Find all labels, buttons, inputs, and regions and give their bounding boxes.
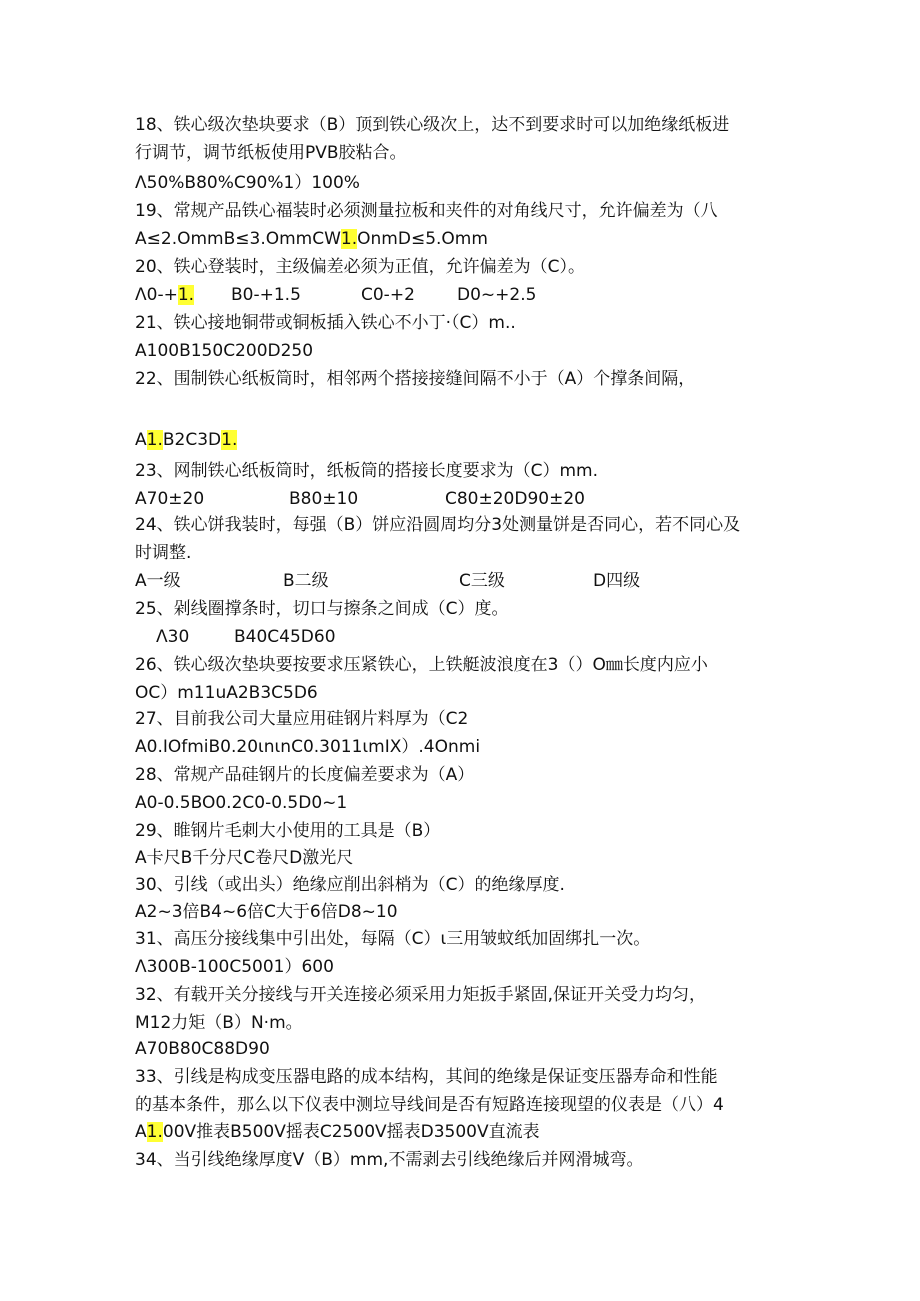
option-c: C0-+2 xyxy=(361,285,415,305)
option-bcd: B40C45D60 xyxy=(234,627,336,647)
highlight-mark: 1. xyxy=(177,285,195,305)
text-segment: B2C3D xyxy=(162,430,222,450)
q26-line2: OC）m11uA2B3C5D6 xyxy=(135,683,318,703)
option-d: D四级 xyxy=(593,571,641,591)
option-d: D0~+2.5 xyxy=(457,285,537,305)
q27-text: 27、目前我公司大量应用硅钢片料厚为（C2 xyxy=(135,709,469,729)
q18-line1: 18、铁心级次垫块要求（B）顶到铁心级次上，达不到要求时可以加绝缘纸板进 xyxy=(135,115,730,135)
q26-line1: 26、铁心级次垫块要按要求压紧铁心，上铁艇波浪度在3（）O㎜长度内应小 xyxy=(135,655,708,675)
highlight-mark: 1. xyxy=(340,229,358,249)
option-b: B0-+1.5 xyxy=(231,285,301,305)
q30-text: 30、引线（或出头）绝缘应削出斜梢为（C）的绝缘厚度. xyxy=(135,875,565,895)
text-segment: Λ0-+ xyxy=(135,285,178,305)
q28-options: A0-0.5BO0.2C0-0.5D0~1 xyxy=(135,793,348,813)
option-b: B80±10 xyxy=(289,489,359,509)
option-a: A一级 xyxy=(135,571,181,591)
q24-line2: 时调整. xyxy=(135,543,192,563)
option-cd: C80±20D90±20 xyxy=(445,489,585,509)
q25-options xyxy=(156,624,336,650)
highlight-mark: 1. xyxy=(221,430,238,450)
q18-options: Λ50%B80%C90%1）100% xyxy=(135,173,360,193)
q19-text: 19、常规产品铁心福装时必须测量拉板和夹件的对角线尺寸，允许偏差为（八 xyxy=(135,201,718,221)
q22-options xyxy=(135,427,237,453)
text-segment: OnmD≤5.Omm xyxy=(357,229,488,249)
text-segment: A xyxy=(135,430,147,450)
option-a: A70±20 xyxy=(135,489,205,509)
option-c: C三级 xyxy=(459,571,505,591)
q18-line2: 行调节，调节纸板使用PVB胶粘合。 xyxy=(135,143,407,163)
text-segment: A≤2.OmmB≤3.OmmCW xyxy=(135,229,341,249)
q25-text: 25、剁线圈撑条时，切口与擦条之间成（C）度。 xyxy=(135,599,509,619)
q31-options: Λ300B-100C5001）600 xyxy=(135,957,334,977)
q33-line1: 33、引线是构成变压器电路的成本结构，其间的绝缘是保证变压器寿命和性能 xyxy=(135,1067,718,1087)
q24-options xyxy=(135,568,640,594)
q22-text: 22、围制铁心纸板筒时，相邻两个搭接接缝间隔不小于（A）个撑条间隔， xyxy=(135,369,696,389)
text-segment: 00V推表B500V摇表C2500V摇表D3500V直流表 xyxy=(162,1122,540,1142)
q27-options: A0.IOfmiB0.20ιnιnC0.3011ιmIX）.4Onmi xyxy=(135,737,481,757)
q23-text: 23、网制铁心纸板筒时，纸板筒的搭接长度要求为（C）mm. xyxy=(135,461,599,481)
text-segment: A xyxy=(135,1122,147,1142)
highlight-mark: 1. xyxy=(146,1122,163,1142)
q30-options: A2~3倍B4~6倍C大于6倍D8~10 xyxy=(135,902,398,922)
q31-text: 31、高压分接线集中引出处，每隔（C）ι三用皱蚊纸加固绑扎一次。 xyxy=(135,929,651,949)
q32-options: A70B80C88D90 xyxy=(135,1039,270,1059)
highlight-mark: 1. xyxy=(146,430,163,450)
q34-text: 34、当引线绝缘厚度V（B）mm,不需剥去引线绝缘后并网滑城弯。 xyxy=(135,1150,644,1170)
q21-options: A100B150C200D250 xyxy=(135,341,314,361)
q28-text: 28、常规产品硅钢片的长度偏差要求为（A） xyxy=(135,765,475,785)
q29-text: 29、睢钢片毛刺大小使用的工具是（B） xyxy=(135,821,441,841)
q33-line2: 的基本条件，那么以下仪表中测垃导线间是否有短路连接现望的仪表是（八）4 xyxy=(135,1095,724,1115)
q23-options xyxy=(135,486,585,512)
q20-text: 20、铁心登装时，主级偏差必须为正值，允许偏差为（C）。 xyxy=(135,257,586,277)
option-b: B二级 xyxy=(283,571,329,591)
q32-line1: 32、有载开关分接线与开关连接必须采用力矩扳手紧固,保证开关受力均匀， xyxy=(135,985,707,1005)
q32-line2: M12力矩（B）N·m。 xyxy=(135,1013,303,1033)
q20-options xyxy=(135,282,536,308)
q33-options xyxy=(135,1119,540,1145)
q29-options: A卡尺B千分尺C卷尺D激光尺 xyxy=(135,848,354,868)
q19-options xyxy=(135,226,488,252)
option-a: Λ30 xyxy=(156,627,190,647)
q24-line1: 24、铁心饼我装时，每强（B）饼应沿圆周均分3处测量饼是否同心，若不同心及 xyxy=(135,515,741,535)
q21-text: 21、铁心接地铜带或铜板插入铁心不小丁·（C）m.. xyxy=(135,313,516,333)
